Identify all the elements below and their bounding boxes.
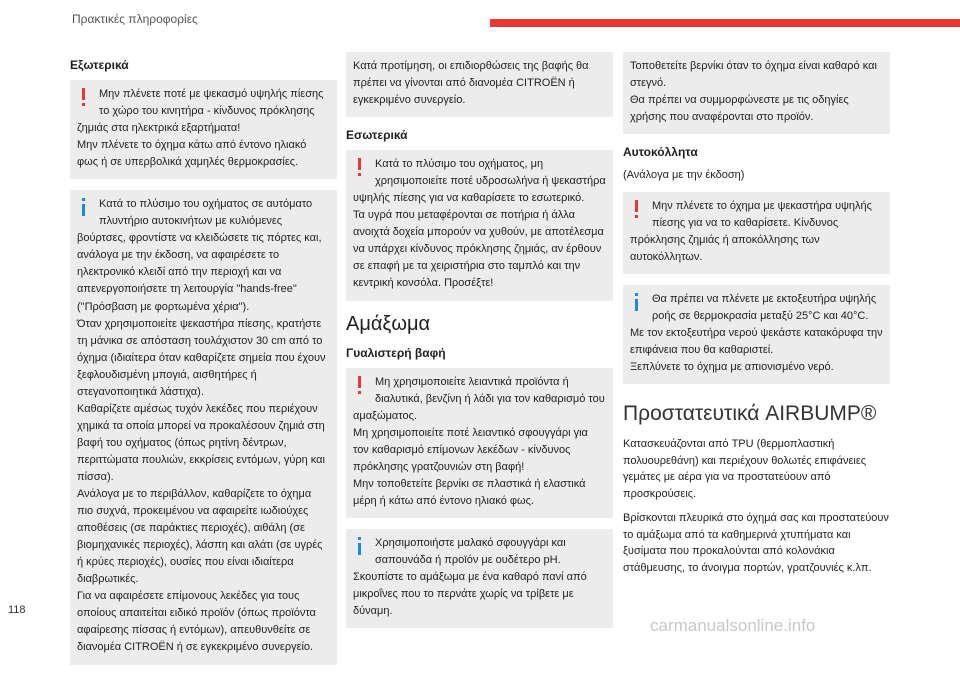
header-accent-bar	[490, 19, 960, 27]
warning-text: Μην πλένετε ποτέ με ψεκασμό υψηλής πίεσης το χώρο του κινητήρα - κίνδυνος πρόκλησης ζημιάς στα ηλεκτρικά εξαρτήματα!	[77, 88, 324, 135]
info-text: Θα πρέπει να συμμορφώνεστε με τις οδηγίες χρήσης που αναφέρονται στο προϊόν.	[630, 94, 849, 124]
info-text: Ανάλογα με το περιβάλλον, καθαρίζετε το όχημα πιο συχνά, προκειμένου να αφαιρείτε ιωδιούχες αποθέσεις (σε παράκτιες περιοχές), αιθάλη (σε βιομηχανικές περιοχές), λάσπη και αλάτι (σε υγρές ή κρύες περιοχές), ουσίες που είναι ιδιαίτερα διαβρωτικές.	[77, 488, 323, 586]
warning-text: Μη χρησιμοποιείτε ποτέ λειαντικό σφουγγάρι για τον καθαρισμό επίμονων λεκέδων - κίνδυνος πρόκλησης γρατζουνιών στη βαφή!	[353, 426, 588, 473]
info-box-gloss	[346, 529, 613, 628]
page-number: 118	[8, 604, 26, 616]
info-box-stickers	[623, 285, 890, 384]
info-box-paint-repair	[346, 52, 613, 117]
warning-text: Μη χρησιμοποιείτε λειαντικά προϊόντα ή διαλυτικά, βενζίνη ή λάδι για τον καθαρισμό του αμαξώματος.	[353, 375, 605, 422]
warning-text: Μην πλένετε το όχημα κάτω από έντονο ηλιακό φως ή σε υπερβολικά χαμηλές θερμοκρασίες.	[77, 139, 307, 169]
info-text: Τοποθετείτε βερνίκι όταν το όχημα είναι καθαρό και στεγνό.	[630, 60, 877, 90]
airbump-paragraph: Κατασκευάζονται από TPU (θερμοπλαστική πολυουρεθάνη) και περιέχουν θολωτές επιφάνειες γεμάτες με αέρα για να προστατεύουν από προσκρούσεις.	[623, 438, 867, 500]
stickers-note: (Ανάλογα με την έκδοση)	[623, 169, 745, 182]
info-text: Με τον εκτοξευτήρα νερού ψεκάστε κατακόρυφα την επιφάνεια που θα καθαριστεί.	[630, 326, 883, 357]
info-text: Θα πρέπει να πλένετε με εκτοξευτήρα υψηλής ροής σε θερμοκρασία μεταξύ 25°C και 40°C.	[652, 292, 877, 322]
info-icon	[630, 293, 645, 313]
heading-exterior: Εξωτερικά	[70, 58, 129, 72]
info-text: Χρησιμοποιήστε μαλακό σφουγγάρι και σαπουνάδα ή προϊόν με ουδέτερο pH.	[375, 536, 566, 566]
warning-box-exterior	[70, 80, 337, 179]
warning-text: Μην τοποθετείτε βερνίκι σε πλαστικά ή ελαστικά μέρη ή κάτω από έντονο ηλιακό φως.	[353, 477, 586, 507]
warning-icon	[630, 200, 645, 220]
info-icon	[77, 198, 92, 218]
column-3	[623, 52, 890, 584]
watermark: carmanualsonline.info	[650, 616, 816, 635]
warning-text: Κατά το πλύσιμο του οχήματος, μη χρησιμοποιείτε ποτέ υδροσωλήνα ή ψεκαστήρα υψηλής πίεσης για να καθαρίσετε το εσωτερικό.	[353, 158, 606, 205]
info-text: Για να αφαιρέσετε επίμονους λεκέδες για τους οποίους απαιτείται ειδικό προϊόν (όπως προϊόντα αφαίρεσης πίσσας ή εντόμων), απευθυνθείτε σε διανομέα CITROËN ή σε εγκεκριμένο συνεργείο.	[77, 590, 316, 654]
info-box-exterior	[70, 190, 337, 664]
info-text: Ξεπλύνετε το όχημα με απιονισμένο νερό.	[630, 361, 834, 374]
info-icon	[353, 537, 368, 557]
warning-text: Τα υγρά που μεταφέρονται σε ποτήρια ή άλλα ανοιχτά δοχεία μπορούν να χυθούν, με αποτέλεσμα να υπάρχει κίνδυνος πρόκλησης ζημιάς, αν έρθουν σε επαφή με τα χειριστήρια στο ταμπλό και την κεντρική κονσόλα. Προσέξτε!	[353, 209, 604, 290]
info-text: Όταν χρησιμοποιείτε ψεκαστήρα πίεσης, κρατήστε τη μάνικα σε απόσταση τουλάχιστον 30 cm από το όχημα (ιδιαίτερα όταν καθαρίζετε σημεία που έχουν ξεφλουδισμένη μπογιά, αισθητήρες ή στεγανοποιητικά λάστιχα).	[77, 317, 326, 398]
warning-text: Μην πλένετε το όχημα με ψεκαστήρα υψηλής πίεσης για να το καθαρίσετε. Κίνδυνος πρόκλησης ζημιάς ή αποκόλλησης των αυτοκόλλητων.	[630, 199, 872, 263]
warning-box-gloss	[346, 368, 613, 518]
info-text: Σκουπίστε το αμάξωμα με ένα καθαρό πανί από μικροΐνες που το περνάτε χωρίς να τρίβετε με δύναμη.	[353, 570, 587, 618]
column-1	[70, 52, 337, 676]
warning-icon	[353, 158, 368, 178]
heading-bodywork: Αμάξωμα	[346, 312, 431, 335]
heading-airbump: Προστατευτικά AIRBUMP®	[623, 402, 877, 426]
info-text: Καθαρίζετε αμέσως τυχόν λεκέδες που περιέχουν χημικά τα οποία μπορεί να προκαλέσουν ζημιά στη βαφή του οχήματος (όπως ρητίνη δέντρων, περιττώματα πουλιών, εκκρίσεις εντόμων, γύρη και πίσσα).	[77, 402, 325, 483]
warning-icon	[77, 88, 92, 108]
info-box-polish	[623, 52, 890, 134]
header-title: Πρακτικές πληροφορίες	[72, 12, 198, 26]
heading-gloss-paint: Γυαλιστερή βαφή	[346, 345, 446, 360]
airbump-paragraph: Βρίσκονται πλευρικά στο όχημά σας και προστατεύουν το αμάξωμα από τα καθημερινά χτυπήματα και ξυσίματα που προκαλούνται από κολονάκια στάθμευσης, το άνοιγμα πορτών, γρατζουνιές κ.λπ.	[623, 512, 889, 574]
heading-interior: Εσωτερικά	[346, 128, 408, 143]
warning-box-stickers	[623, 192, 890, 274]
warning-icon	[353, 376, 368, 396]
info-text: Κατά προτίμηση, οι επιδιορθώσεις της βαφής θα πρέπει να γίνονται από διανομέα CITROËN ή εγκεκριμένο συνεργείο.	[353, 60, 589, 107]
heading-stickers: Αυτοκόλλητα	[623, 145, 698, 160]
info-text: Κατά το πλύσιμο του οχήματος σε αυτόματο πλυντήριο αυτοκινήτων με κυλιόμενες βούρτσες, φροντίστε να κλειδώσετε τις πόρτες και, ανάλογα με την έκδοση, να αφαιρέσετε το ηλεκτρονικό κλειδί από την περιοχή και να απενεργοποιήσετε τη λειτουργία "hands-free" ("Πρόσβαση με φορτωμένα χέρια").	[77, 198, 322, 313]
warning-box-interior	[346, 150, 613, 300]
column-2	[346, 52, 613, 639]
